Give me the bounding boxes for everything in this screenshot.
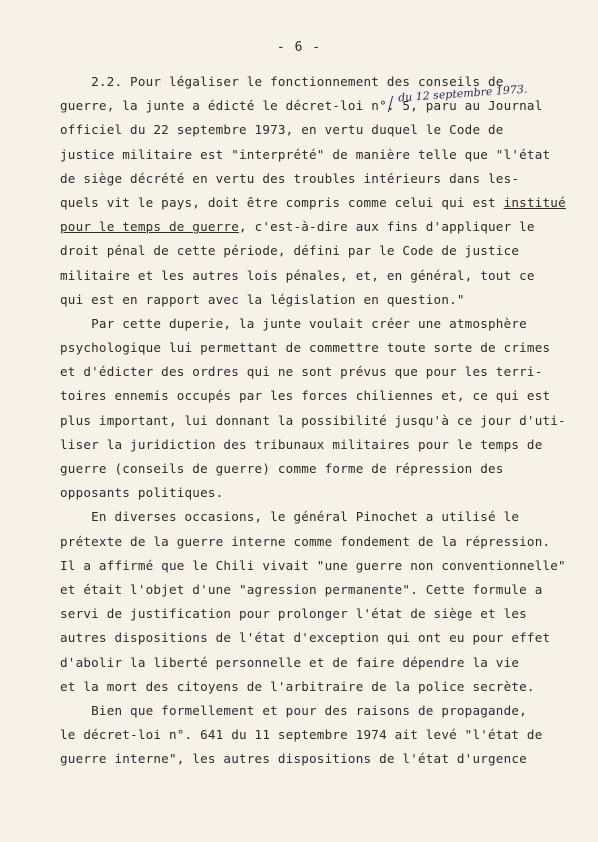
text-line: prétexte de la guerre interne comme fondement de la répression.: [60, 533, 551, 549]
text-line: [60, 215, 535, 239]
text-line: plus important, lui donnant la possibilité jusqu'à ce jour d'uti-: [60, 412, 566, 428]
text-line: [60, 191, 566, 215]
text-line: droit pénal de cette période, défini par le Code de justice: [60, 243, 520, 259]
text-line: servi de justification pour prolonger l'état de siège et les: [60, 606, 527, 622]
page-number: - 6 -: [276, 40, 322, 55]
text-line: autres dispositions de l'état d'exception qui ont eu pour effet: [60, 630, 551, 646]
text-line: et d'édicter des ordres qui ne sont prévus que pour les terri-: [60, 364, 543, 380]
body-text: [60, 70, 566, 771]
text-line: et la mort des citoyens de l'arbitraire de la police secrète.: [60, 678, 535, 694]
text-line: liser la juridiction des tribunaux militaires pour le temps de: [60, 436, 543, 452]
text-line: Il a affirmé que le Chili vivait "une guerre non conventionnelle": [60, 557, 566, 573]
text-line: opposants politiques.: [60, 485, 224, 501]
text-line: justice militaire est "interprété" de manière telle que "l'état: [60, 146, 551, 162]
text-line: toires ennemis occupés par les forces chiliennes et, ce qui est: [60, 388, 551, 404]
text-line: d'abolir la liberté personnelle et de faire dépendre la vie: [60, 654, 520, 670]
text-line: de siège décrété en vertu des troubles intérieurs dans les-: [60, 170, 520, 186]
text-line: qui est en rapport avec la législation en question.": [60, 291, 465, 307]
text-line: 2.2. Pour légaliser le fonctionnement des conseils de: [60, 74, 504, 89]
underlined-text: institué: [503, 194, 566, 210]
underlined-text: pour le temps de guerre: [60, 219, 239, 235]
text-fragment: quels vit le pays, doit être compris comme celui qui est: [60, 194, 504, 210]
text-line: Bien que formellement et pour des raisons de propagande,: [60, 702, 527, 718]
text-line: guerre interne", les autres dispositions de l'état d'urgence: [60, 751, 527, 767]
text-line: guerre, la junte a édicté le décret-loi n°. 5, paru au Journal: [60, 98, 543, 114]
text-line: guerre (conseils de guerre) comme forme de répression des: [60, 461, 504, 476]
text-fragment: , c'est-à-dire aux fins d'appliquer le: [239, 219, 535, 235]
text-line: le décret-loi n°. 641 du 11 septembre 1974 ait levé "l'état de: [60, 727, 543, 743]
text-line: officiel du 22 septembre 1973, en vertu duquel le Code de: [60, 122, 504, 138]
text-line: militaire et les autres lois pénales, et, en général, tout ce: [60, 267, 535, 283]
text-line: et était l'objet d'une "agression permanente". Cette formule a: [60, 581, 543, 597]
text-line: En diverses occasions, le général Pinochet a utilisé le: [60, 509, 520, 525]
text-line: psychologique lui permettant de commettre toute sorte de crimes: [60, 340, 551, 356]
handwritten-annotation: du 12 septembre 1973.: [397, 82, 528, 105]
text-line: Par cette duperie, la junte voulait créer une atmosphère: [60, 315, 527, 331]
